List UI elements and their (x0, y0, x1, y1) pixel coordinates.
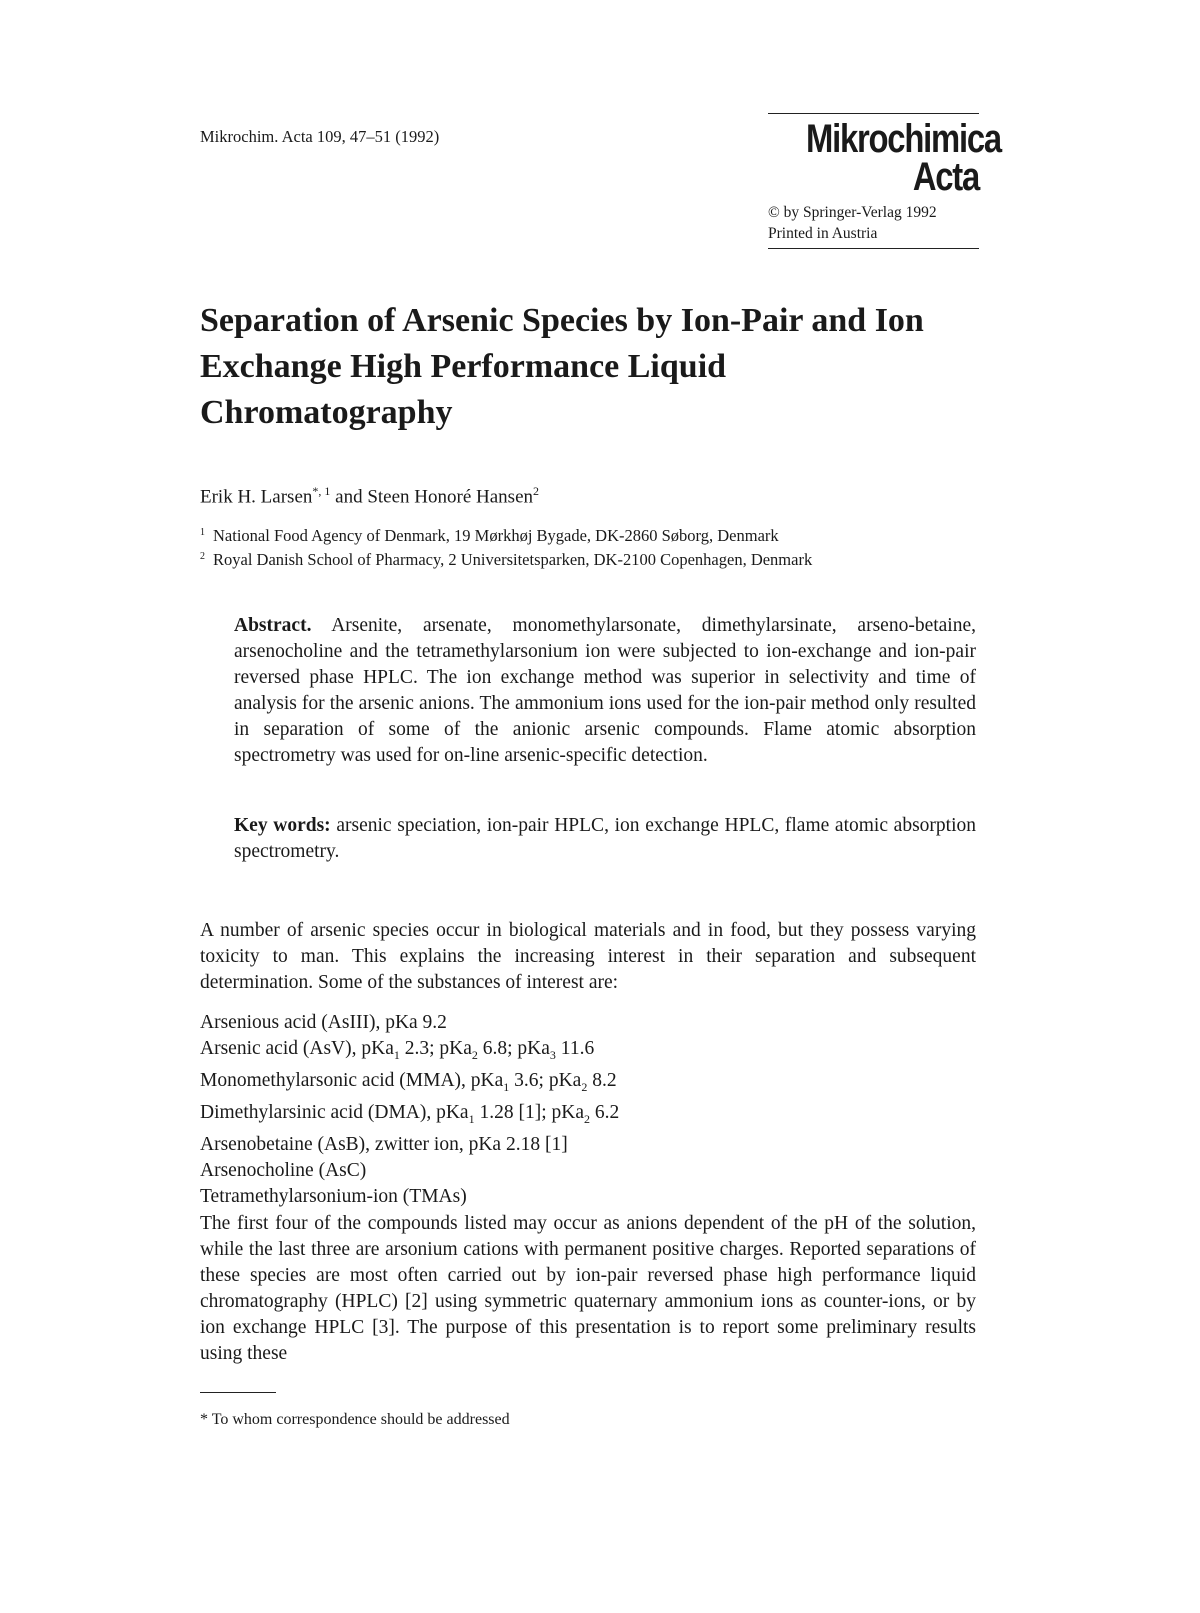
author-1-mark: *, 1 (312, 484, 331, 498)
keywords-text: arsenic speciation, ion-pair HPLC, ion exchange HPLC, flame atomic absorption spectrometry. (234, 815, 976, 862)
journal-logo-line1: Mikrochimica (805, 117, 1001, 161)
species-list (200, 1010, 619, 1210)
affiliation-2-text: Royal Danish School of Pharmacy, 2 Universitetsparken, DK-2100 Copenhagen, Denmark (213, 550, 813, 569)
footnote-rule (200, 1392, 276, 1393)
species-item: Tetramethylarsonium-ion (TMAs) (200, 1185, 467, 1207)
keywords-label: Key words: (234, 815, 331, 836)
copyright-notice (768, 202, 979, 244)
species-item: Arsenious acid (AsIII), pKa 9.2 (200, 1012, 447, 1033)
species-item: Arsenobetaine (AsB), zwitter ion, pKa 2.18 [1] (200, 1133, 568, 1155)
affiliation-2-num: 2 (200, 550, 205, 562)
abstract (234, 613, 976, 769)
journal-masthead (768, 113, 1001, 249)
journal-logo (768, 117, 1001, 199)
affiliation-1 (200, 526, 779, 546)
masthead-bottom-rule (768, 248, 979, 249)
species-item: Arsenic acid (AsV), pKa$_1$ 2.3; pKa$_2$ 6.8; pKa$_3$ 11.6 (200, 1038, 595, 1062)
journal-citation: Mikrochim. Acta 109, 47–51 (1992) (200, 127, 440, 146)
copyright-line: © by Springer-Verlag 1992 (768, 204, 937, 221)
body-paragraph-1: A number of arsenic species occur in biological materials and in food, but they possess varying toxicity to man. This explains the increasing interest in their separation and subsequent determination. Some of the substances of interest are: (200, 920, 976, 993)
printed-line: Printed in Austria (768, 225, 878, 242)
author-2: and Steen Honoré Hansen (330, 486, 533, 508)
species-item: Monomethylarsonic acid (MMA), pKa$_1$ 3.6; pKa$_2$ 8.2 (200, 1069, 617, 1094)
affiliation-1-text: National Food Agency of Denmark, 19 Mørkhøj Bygade, DK-2860 Søborg, Denmark (213, 526, 779, 545)
species-item: Dimethylarsinic acid (DMA), pKa$_1$ 1.28 [1]; pKa$_2$ 6.2 (200, 1101, 620, 1126)
author-line (200, 484, 539, 508)
author-2-mark: 2 (533, 484, 539, 498)
journal-logo-line2: Acta (912, 155, 979, 199)
article-title: Separation of Arsenic Species by Ion-Pair and Ion Exchange High Performance Liquid Chromatography (200, 302, 924, 431)
affiliation-1-num: 1 (200, 526, 205, 538)
footnote: * To whom correspondence should be addressed (200, 1411, 510, 1428)
abstract-label: Abstract. (234, 615, 312, 636)
keywords (234, 813, 976, 865)
species-item: Arsenocholine (AsC) (200, 1159, 367, 1181)
masthead-top-rule (768, 113, 979, 114)
abstract-text: Arsenite, arsenate, monomethylarsonate, dimethylarsinate, arseno-betaine, arsenocholine and the tetramethylarsonium ion were subjected to ion-exchange and ion-pair reversed phase HPLC. The ion exchange method was superior in selectivity and time of analysis for the arsenic anions. The ammonium ions used for the ion-pair method only resulted in separation of some of the anionic arsenic compounds. Flame atomic absorption spectrometry was used for on-line arsenic-specific detection. (234, 615, 976, 766)
author-1: Erik H. Larsen (200, 486, 313, 508)
affiliation-2 (200, 550, 812, 570)
body-paragraph-2: The first four of the compounds listed may occur as anions dependent of the pH of the solution, while the last three are arsonium cations with permanent positive charges. Reported separations of these species are most often carried out by ion-pair reversed phase high performance liquid chromatography (HPLC) [2] using symmetric quaternary ammonium ions as counter-ions, or by ion exchange HPLC [3]. The purpose of this presentation is to report some preliminary results using these (200, 1213, 976, 1364)
